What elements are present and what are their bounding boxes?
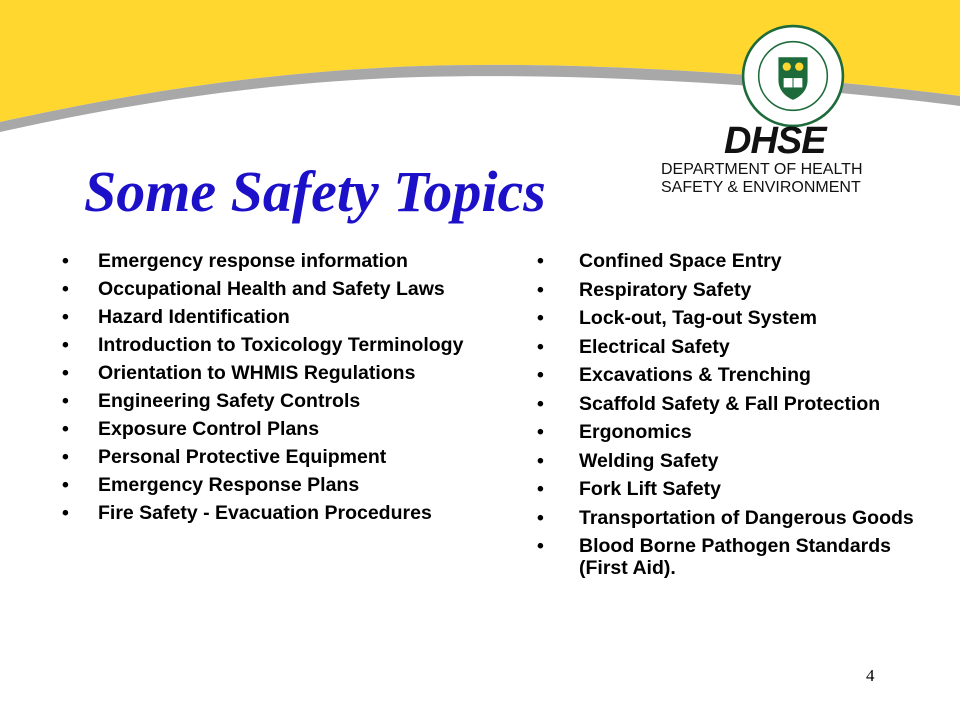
topic-text: Occupational Health and Safety Laws: [98, 278, 445, 300]
topic-list-item: [537, 421, 917, 443]
bullet-icon: •: [537, 278, 544, 301]
topic-text: Confined Space Entry: [579, 250, 782, 272]
bullet-icon: •: [537, 250, 544, 272]
bullet-icon: •: [62, 502, 69, 524]
bullet-icon: •: [62, 418, 69, 440]
topic-list-item: [62, 502, 482, 524]
topic-text: Welding Safety: [579, 449, 719, 472]
topic-text: Blood Borne Pathogen Standards (First Aid).: [579, 535, 892, 579]
bullet-icon: •: [62, 250, 69, 272]
topic-text: Emergency Response Plans: [98, 474, 360, 496]
topic-list-item: [537, 364, 917, 386]
bullet-icon: •: [537, 535, 544, 557]
topic-text: Scaffold Safety & Fall Protection: [579, 392, 881, 415]
topic-list-item: [62, 306, 482, 328]
topic-list-item: [537, 393, 917, 415]
bullet-icon: •: [537, 307, 544, 329]
topic-text: Fire Safety - Evacuation Procedures: [98, 502, 432, 524]
bullet-icon: •: [62, 278, 69, 300]
bullet-icon: •: [62, 362, 69, 384]
bullet-icon: •: [537, 478, 544, 500]
topic-text: Exposure Control Plans: [98, 418, 320, 440]
topic-list-item: [62, 390, 482, 412]
topic-list-item: [62, 446, 482, 468]
bullet-icon: •: [62, 446, 69, 468]
topic-text: Engineering Safety Controls: [98, 390, 361, 412]
topic-list-item: [537, 336, 917, 358]
topic-list-item: [62, 362, 482, 384]
topic-list-item: [537, 507, 917, 529]
bullet-icon: •: [537, 335, 544, 358]
topic-text: Electrical Safety: [579, 335, 730, 358]
bullet-icon: •: [62, 306, 69, 328]
topic-text: Fork Lift Safety: [579, 478, 721, 500]
bullet-icon: •: [537, 364, 544, 386]
topic-list-item: [537, 535, 917, 579]
dhse-logo-abbreviation: DHSE: [724, 120, 826, 162]
topic-text: Personal Protective Equipment: [98, 446, 387, 468]
topic-text: Excavations & Trenching: [579, 364, 811, 386]
bullet-icon: •: [537, 449, 544, 472]
topic-list-item: [62, 278, 482, 300]
topic-text: Respiratory Safety: [579, 278, 752, 301]
topic-list-item: [537, 450, 917, 472]
topic-text: Hazard Identification: [98, 306, 290, 328]
bullet-icon: •: [62, 334, 69, 356]
bullet-icon: •: [62, 390, 69, 412]
dhse-name-line2: SAFETY & ENVIRONMENT: [661, 179, 861, 196]
bullet-icon: •: [537, 506, 544, 529]
topic-list-right: [537, 250, 917, 586]
bullet-icon: •: [537, 421, 544, 443]
bullet-icon: •: [537, 392, 544, 415]
topic-list-item: [62, 250, 482, 272]
dhse-department-name: [661, 161, 863, 197]
topic-text: Transportation of Dangerous Goods: [579, 506, 914, 529]
topic-text: Ergonomics: [579, 421, 692, 443]
topic-list-left: [62, 250, 482, 530]
topic-text: Introduction to Toxicology Terminology: [98, 334, 464, 356]
topic-list-item: [537, 307, 917, 329]
university-seal-logo: [741, 24, 845, 128]
bullet-icon: •: [62, 474, 69, 496]
topic-list-item: [62, 334, 482, 356]
topic-text: Lock-out, Tag-out System: [579, 307, 817, 329]
topic-list-item: [537, 279, 917, 301]
dhse-name-line1: DEPARTMENT OF HEALTH: [661, 161, 863, 178]
topic-list-item: [62, 418, 482, 440]
topic-list-item: [62, 474, 482, 496]
slide-title: Some Safety Topics: [84, 159, 546, 224]
topic-text: Orientation to WHMIS Regulations: [98, 362, 416, 384]
topic-list-item: [537, 478, 917, 500]
topic-list-item: [537, 250, 917, 272]
topic-text: Emergency response information: [98, 250, 408, 272]
page-number: 4: [866, 666, 875, 685]
